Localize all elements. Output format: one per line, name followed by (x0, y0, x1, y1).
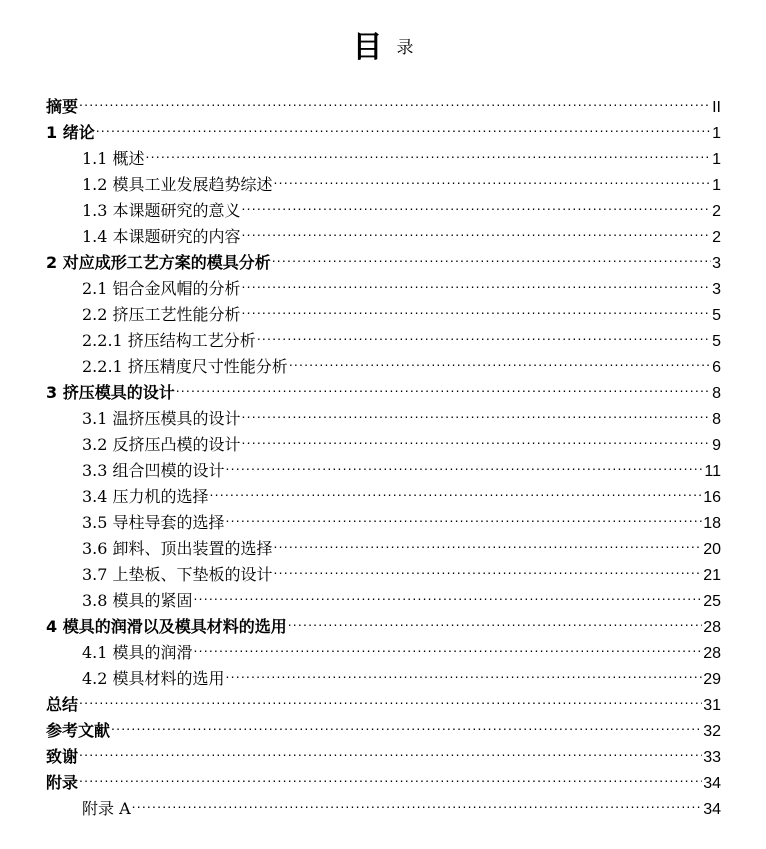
toc-entry-page-number: 8 (712, 385, 721, 402)
toc-entry-page-number: 21 (703, 567, 721, 584)
dot-leader (176, 372, 711, 398)
toc-entry-label: 1 绪论 (46, 123, 95, 142)
toc-entry-page-number: 1 (712, 125, 721, 142)
dot-leader (111, 710, 702, 736)
toc-entry-label: 1.4 本课题研究的内容 (82, 227, 241, 246)
toc-entry-label: 3.2 反挤压凸模的设计 (82, 435, 241, 454)
toc-entry-page-number: 9 (712, 437, 721, 454)
dot-leader (242, 216, 712, 242)
toc-entry-page-number: 33 (703, 749, 721, 766)
toc-entry-label: 2.1 铝合金风帽的分析 (82, 279, 241, 298)
dot-leader (79, 684, 702, 710)
toc-entry-page-number: 1 (712, 151, 721, 168)
toc-entry-label: 3.6 卸料、顶出装置的选择 (82, 539, 273, 558)
dot-leader (226, 502, 703, 528)
dot-leader (289, 346, 711, 372)
toc-heading-main: 目 (352, 30, 383, 65)
toc-entry-page-number: 11 (704, 463, 721, 480)
toc-heading (0, 22, 766, 66)
toc-entry-label: 附录 A (82, 799, 131, 818)
toc-entry-page-number: 34 (703, 775, 721, 792)
dot-leader (257, 320, 711, 346)
toc-entry-page-number: 5 (712, 307, 721, 324)
toc-entry-page-number: 18 (703, 515, 721, 532)
toc-heading-sub: 录 (396, 38, 414, 58)
toc-entry-level1[interactable] (46, 736, 721, 766)
dot-leader (79, 762, 702, 788)
dot-leader (226, 658, 703, 684)
dot-leader (132, 788, 703, 814)
toc-entry-page-number: 28 (703, 645, 721, 662)
toc-entry-label: 参考文献 (46, 721, 111, 740)
toc-entry-page-number: 6 (712, 359, 721, 376)
toc-entry-page-number: 2 (712, 229, 721, 246)
dot-leader (242, 398, 712, 424)
toc-entry-level1[interactable] (46, 112, 721, 142)
toc-entry-level2[interactable] (46, 788, 721, 818)
dot-leader (210, 476, 703, 502)
toc-entry-page-number: 20 (703, 541, 721, 558)
dot-leader (274, 528, 703, 554)
toc-entry-level1[interactable] (46, 86, 721, 116)
toc-entry-page-number: 32 (703, 723, 721, 740)
dot-leader (288, 606, 702, 632)
toc-entry-label: 摘要 (46, 97, 79, 116)
toc-entry-page-number: 1 (712, 177, 721, 194)
toc-entry-level1[interactable] (46, 762, 721, 792)
toc-entry-label: 1.1 概述 (82, 149, 145, 168)
dot-leader (274, 554, 703, 580)
toc-entry-page-number: 25 (703, 593, 721, 610)
toc-entry-label: 致谢 (46, 747, 79, 766)
toc-entry-label: 2.2 挤压工艺性能分析 (82, 305, 241, 324)
toc-entry-label: 3 挤压模具的设计 (46, 383, 175, 402)
toc-entry-page-number: 16 (703, 489, 721, 506)
toc-entry-label: 4.2 模具材料的选用 (82, 669, 225, 688)
toc-entry-page-number: 3 (712, 281, 721, 298)
table-of-contents (46, 86, 721, 818)
toc-entry-label: 2.2.1 挤压结构工艺分析 (82, 331, 256, 350)
toc-entry-page-number: 31 (703, 697, 721, 714)
dot-leader (79, 86, 711, 112)
toc-entry-page-number: 29 (703, 671, 721, 688)
toc-entry-page-number: 3 (712, 255, 721, 272)
toc-entry-label: 1.2 模具工业发展趋势综述 (82, 175, 273, 194)
toc-entry-label: 总结 (46, 695, 79, 714)
dot-leader (274, 164, 712, 190)
toc-entry-page-number: 28 (703, 619, 721, 636)
dot-leader (226, 450, 704, 476)
toc-entry-label: 4 模具的润滑以及模具材料的选用 (46, 617, 287, 636)
dot-leader (242, 190, 712, 216)
toc-entry-label: 1.3 本课题研究的意义 (82, 201, 241, 220)
toc-entry-label: 2.2.1 挤压精度尺寸性能分析 (82, 357, 288, 376)
toc-entry-level2[interactable] (46, 138, 721, 168)
toc-entry-label: 2 对应成形工艺方案的模具分析 (46, 253, 271, 272)
toc-entry-label: 3.1 温挤压模具的设计 (82, 409, 241, 428)
toc-entry-label: 3.5 导柱导套的选择 (82, 513, 225, 532)
toc-entry-level1[interactable] (46, 710, 721, 740)
dot-leader (96, 112, 711, 138)
dot-leader (242, 268, 712, 294)
dot-leader (146, 138, 712, 164)
toc-entry-page-number: 8 (712, 411, 721, 428)
dot-leader (242, 294, 712, 320)
toc-entry-page-number: II (712, 99, 721, 116)
dot-leader (272, 242, 711, 268)
toc-entry-label: 3.3 组合凹模的设计 (82, 461, 225, 480)
toc-entry-level2[interactable] (46, 164, 721, 194)
toc-entry-page-number: 5 (712, 333, 721, 350)
toc-entry-label: 3.4 压力机的选择 (82, 487, 209, 506)
dot-leader (79, 736, 702, 762)
toc-entry-level1[interactable] (46, 684, 721, 714)
dot-leader (242, 424, 712, 450)
dot-leader (194, 580, 703, 606)
toc-entry-label: 附录 (46, 773, 79, 792)
toc-entry-page-number: 2 (712, 203, 721, 220)
toc-entry-label: 4.1 模具的润滑 (82, 643, 193, 662)
toc-entry-label: 3.8 模具的紧固 (82, 591, 193, 610)
toc-entry-page-number: 34 (703, 801, 721, 818)
dot-leader (194, 632, 703, 658)
toc-entry-label: 3.7 上垫板、下垫板的设计 (82, 565, 273, 584)
